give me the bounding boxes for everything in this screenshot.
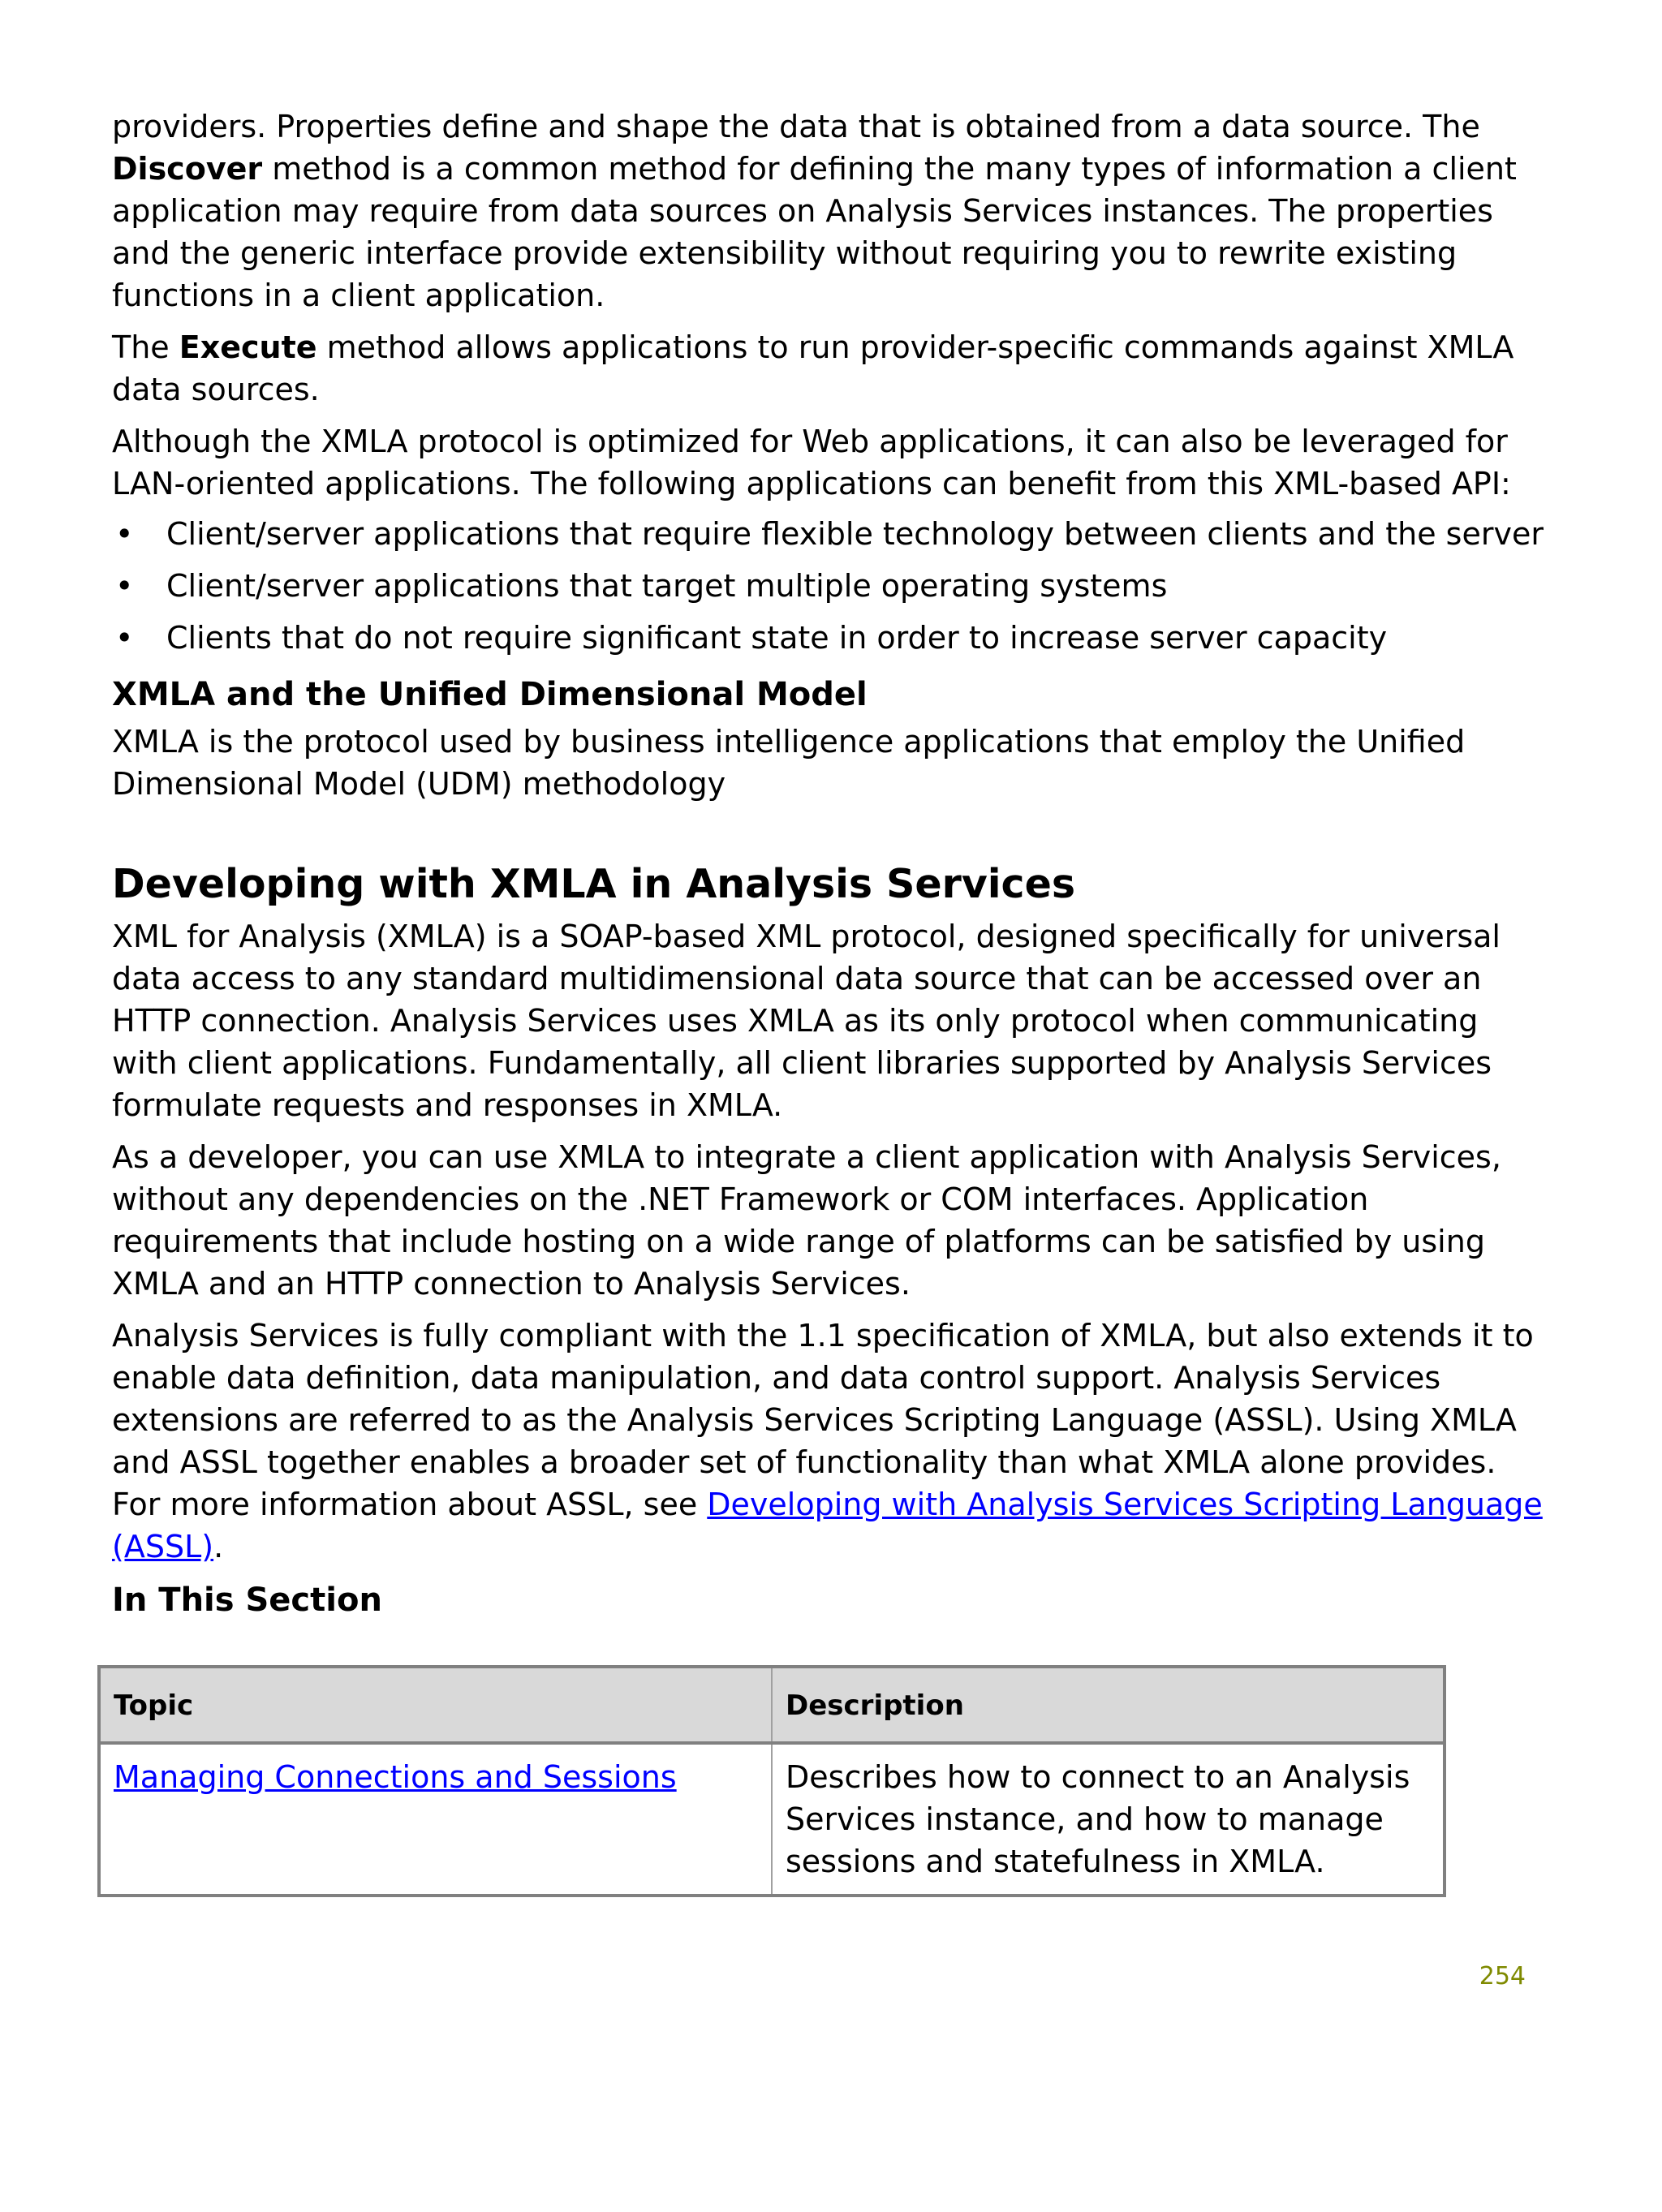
bullet-icon: • <box>115 516 134 552</box>
assl-link[interactable]: Developing with Analysis Services Scripting Language (ASSL) <box>112 1487 1543 1564</box>
developing-paragraph-developer: As a developer, you can use XMLA to integrate a client application with Analysis Services, without any dependencies on the .NET Framework or COM interfaces. Application requirements that include hosting on a wide range of platforms can be satisfied by using XMLA and an HTTP connection to Analysis Services. <box>112 1139 1501 1302</box>
column-header-topic: Topic <box>99 1667 772 1743</box>
list-item-text: Clients that do not require significant state in order to increase server capacity <box>166 620 1388 656</box>
list-item <box>112 513 1550 555</box>
topics-table <box>97 1665 1446 1897</box>
execute-term: Execute <box>179 329 317 365</box>
assl-text-end: . <box>213 1529 224 1564</box>
bullet-icon: • <box>115 568 134 604</box>
developing-paragraph-soap: XML for Analysis (XMLA) is a SOAP-based XML protocol, designed specifically for universal data access to any standard multidimensional data source that can be accessed over an HTTP connection. Analysis Services uses XMLA as its only protocol when communicating with client applications. Fundamentally, all client libraries supported by Analysis Services formulate requests and responses in XMLA. <box>112 919 1501 1123</box>
assl-text: Analysis Services is fully compliant with the 1.1 specification of XMLA, but also extends it to enable data definition, data manipulation, and data control support. Analysis Services extensions are referred to as the Analysis Services Scripting Language (ASSL). Using XMLA and ASSL together enables a broader set of functionality than what XMLA alone provides. For more information about ASSL, see <box>112 1318 1534 1522</box>
list-item <box>112 565 1550 607</box>
intro-text: method allows applications to run provider-specific commands against XMLA data sources. <box>112 329 1514 407</box>
intro-paragraph-lan: Although the XMLA protocol is optimized for Web applications, it can also be leveraged for LAN-oriented applications. The following applications can benefit from this XML-based API: <box>112 424 1511 501</box>
list-item-text: Client/server applications that require flexible technology between clients and the server <box>166 516 1544 552</box>
document-page <box>112 105 1550 1879</box>
managing-connections-link[interactable]: Managing Connections and Sessions <box>114 1759 677 1795</box>
intro-text: method is a common method for defining the many types of information a client application may require from data sources on Analysis Services instances. The properties and the generic interface provide extensibility without requiring you to rewrite existing functions in a client application. <box>112 151 1517 313</box>
intro-paragraph-discover <box>112 105 1550 316</box>
discover-term: Discover <box>112 151 263 187</box>
page-number: 254 <box>1479 1962 1526 1990</box>
table-row <box>99 1743 1445 1896</box>
table-header-row <box>99 1667 1445 1743</box>
udm-heading: XMLA and the Unified Dimensional Model <box>112 676 868 713</box>
list-item-text: Client/server applications that target multiple operating systems <box>166 568 1168 604</box>
description-cell: Describes how to connect to an Analysis Services instance, and how to manage sessions and statefulness in XMLA. <box>772 1743 1445 1896</box>
benefits-list <box>112 513 1550 659</box>
in-this-section-heading: In This Section <box>112 1582 382 1619</box>
developing-heading: Developing with XMLA in Analysis Services <box>112 861 1076 907</box>
intro-text: The <box>112 329 179 365</box>
developing-paragraph-assl <box>112 1315 1550 1568</box>
list-item <box>112 617 1550 659</box>
intro-text: providers. Properties define and shape the data that is obtained from a data source. The <box>112 109 1480 144</box>
bullet-icon: • <box>115 620 134 656</box>
column-header-description: Description <box>772 1667 1445 1743</box>
intro-paragraph-execute <box>112 326 1550 411</box>
udm-paragraph: XMLA is the protocol used by business intelligence applications that employ the Unified Dimensional Model (UDM) methodology <box>112 724 1466 802</box>
topic-cell <box>99 1743 772 1896</box>
